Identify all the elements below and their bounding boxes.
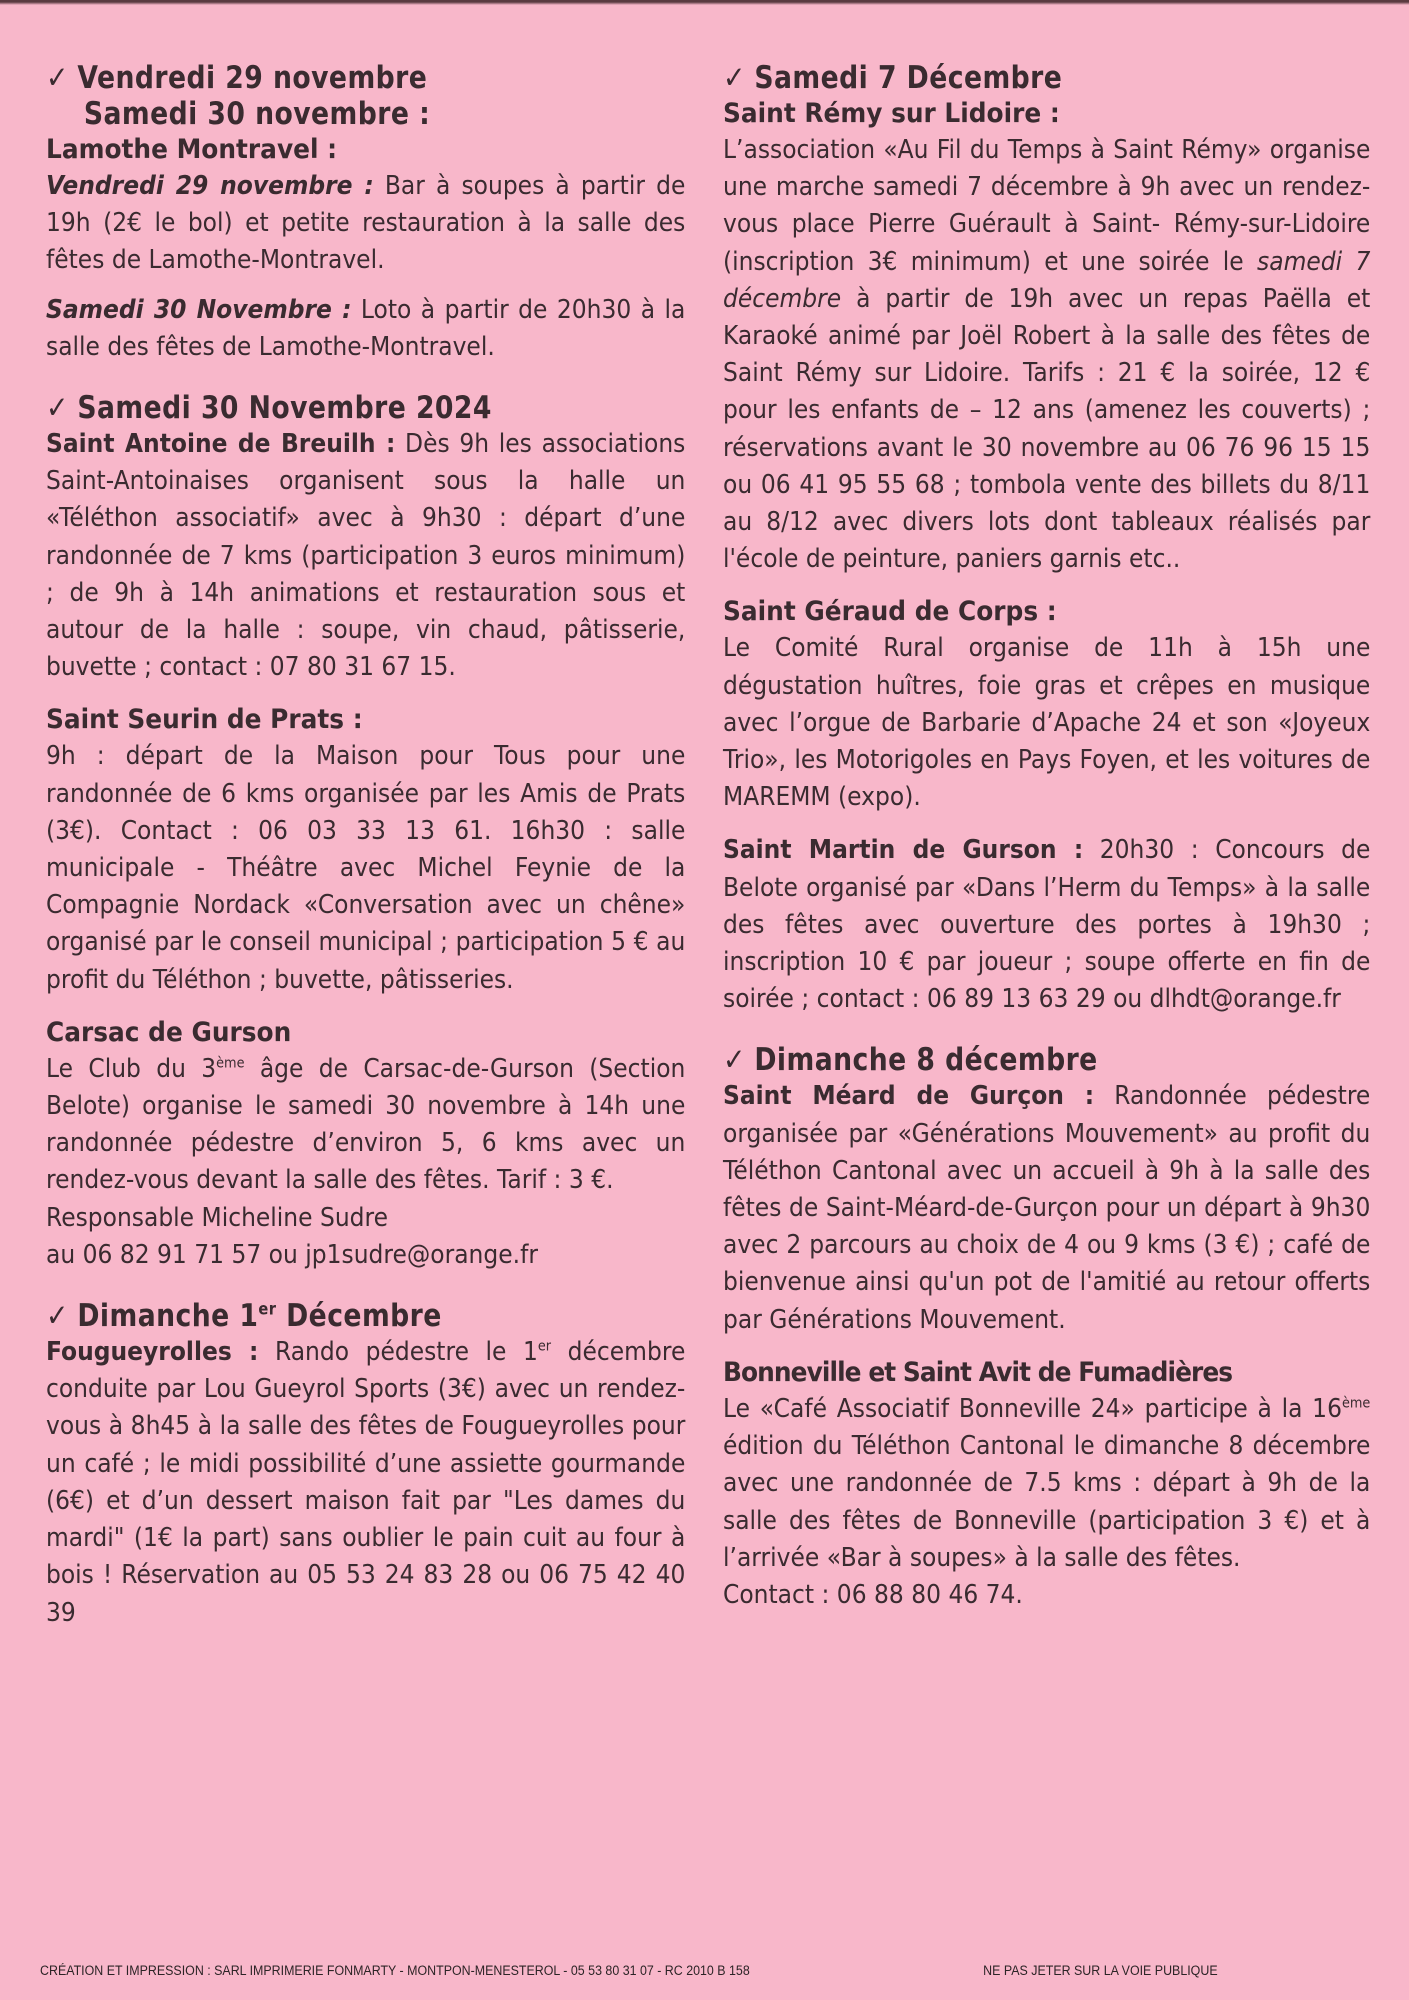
day-heading-line2: Samedi 30 novembre : (83, 96, 431, 132)
day-heading: ✓ Vendredi 29 novembre Samedi 30 novembre : (46, 60, 596, 132)
place-heading: Saint Rémy sur Lidoire : (723, 98, 1060, 129)
place-heading: Saint Méard de Gurçon : (723, 1081, 1095, 1112)
place-heading: Saint Géraud de Corps : (723, 596, 1057, 628)
right-column (723, 60, 1371, 1634)
event-saint-meard: Saint Méard de Gurçon : Randonnée pédestre organisée par «Générations Mouvement» au profit du Téléthon Cantonal avec un accueil à 9h à la salle des fêtes de Saint-Méard-de-Gurçon pour un départ à 9h30 avec 2 parcours au choix de 4 ou 9 kms (3 €) ; café de bienvenue ainsi qu'un pot de l'amitié au retour offerts par Générations Mouvement. (723, 1081, 1371, 1335)
scan-edge (0, 0, 1409, 5)
checkmark-icon: ✓ (46, 60, 69, 96)
checkmark-icon: ✓ (46, 1298, 69, 1335)
event-saint-antoine: Saint Antoine de Breuilh : Dès 9h les associations Saint-Antoinaises organisent sous la halle un «Téléthon associatif» avec à 9h30 : départ d’une randonnée de 7 kms (participation 3 euros minimum) ; de 9h à 14h animations et restauration sous et autour de la halle : soupe, vin chaud, pâtisserie, buvette ; contact : 07 80 31 67 15. (46, 429, 686, 683)
event-saint-martin: Saint Martin de Gurson : 20h30 : Concours de Belote organisé par «Dans l’Herm du Temps» à la salle des fêtes avec ouverture des portes à 19h30 ; inscription 10 € par joueur ; soupe offerte en fin de soirée ; contact : 06 89 13 63 29 ou dlhdt@orange.fr (723, 835, 1371, 1015)
event-carsac: Le Club du 3ème âge de Carsac-de-Gurson (Section Belote) organise le samedi 30 novembre à 14h une randonnée pédestre d’environ 5, 6 kms avec un rendez-vous devant la salle des fêtes. Tarif : 3 €. (46, 1053, 686, 1196)
event-fougueyrolles: Fougueyrolles : Rando pédestre le 1er décembre conduite par Lou Gueyrol Sports (3€) avec un rendez- vous à 8h45 à la salle des fêtes de Fougueyrolles pour un café ; le midi possibilité d’une assiette gourmande (6€) et d’un dessert maison fait par "Les dames du mardi" (1€ la part) sans oublier le pain cuit au four à bois ! Réservation au 05 53 24 83 28 ou 06 75 42 40 39 (46, 1337, 686, 1628)
day-heading: ✓ Samedi 30 Novembre 2024 (46, 390, 492, 427)
event-bonneville: Le «Café Associatif Bonneville 24» participe à la 16ème édition du Téléthon Cantonal le dimanche 8 décembre avec une randonnée de 7.5 kms : départ à 9h de la salle des fêtes de Bonneville (participation 3 €) et à l’arrivée «Bar à soupes» à la salle des fêtes. (723, 1393, 1371, 1573)
place-heading: Saint Antoine de Breuilh : (46, 429, 396, 460)
place-heading: Carsac de Gurson (46, 1016, 292, 1048)
event-text: Samedi 30 Novembre : Loto à partir de 20h30 à la salle des fêtes de Lamothe-Montravel. (46, 294, 686, 362)
section-30-novembre-2024 (46, 390, 686, 1274)
place-heading: Lamothe Montravel : (46, 134, 338, 165)
section-29-30-novembre (46, 60, 686, 366)
event-saint-geraud: Le Comité Rural organise de 11h à 15h une dégustation huîtres, foie gras et crêpes en musique avec l’orgue de Barbarie d’Apache 24 et son «Joyeux Trio», les Motorigoles en Pays Foyen, et les voitures de MAREMM (expo). (723, 633, 1371, 813)
place-heading: Saint Martin de Gurson : (723, 835, 1084, 866)
event-bonneville-contact: Contact : 06 88 80 46 74. (723, 1579, 1023, 1610)
event-saint-remy: L’association «Au Fil du Temps à Saint Rémy» organise une marche samedi 7 décembre à 9h avec un rendez-vous place Pierre Guérault à Saint- Rémy-sur-Lidoire (inscription 3€ minimum) et une soirée le samedi 7 décembre à partir de 19h avec un repas Paëlla et Karaoké animé par Joël Robert à la salle des fêtes de Saint Rémy sur Lidoire. Tarifs : 21 € la soirée, 12 € pour les enfants de – 12 ans (amenez les couverts) ; réservations avant le 30 novembre au 06 76 96 15 15 ou 06 41 95 55 68 ; tombola vente des billets du 8/11 au 8/12 avec divers lots dont tableaux réalisés par l'école de peinture, paniers garnis etc.. (723, 135, 1371, 575)
place-heading: Saint Seurin de Prats : (46, 704, 363, 736)
section-7-decembre (723, 60, 1371, 1018)
event-carsac-responsable: Responsable Micheline Sudre (46, 1202, 389, 1233)
section-8-decembre (723, 1042, 1371, 1614)
event-carsac-contact: au 06 82 91 71 57 ou jp1sudre@orange.fr (46, 1239, 538, 1270)
place-heading: Fougueyrolles : (46, 1337, 259, 1368)
checkmark-icon: ✓ (723, 60, 746, 96)
event-text: Vendredi 29 novembre : Bar à soupes à partir de 19h (2€ le bol) et petite restauration à la salle des fêtes de Lamothe-Montravel. (46, 171, 686, 276)
event-saint-seurin: 9h : départ de la Maison pour Tous pour une randonnée de 6 kms organisée par les Amis de Prats (3€). Contact : 06 03 33 13 61. 16h30 : salle municipale - Théâtre avec Michel Feynie de la Compagnie Nordack «Conversation avec un chêne» organisé par le conseil municipal ; participation 5 € au profit du Téléthon ; buvette, pâtisseries. (46, 741, 686, 995)
place-heading: Bonneville et Saint Avit de Fumadières (723, 1356, 1233, 1388)
checkmark-icon: ✓ (46, 390, 69, 427)
left-column (46, 60, 686, 1652)
printer-credit: CRÉATION ET IMPRESSION : SARL IMPRIMERIE FONMARTY - MONTPON-MENESTEROL - 05 53 80 31 07 - RC 2010 B 158 (40, 1963, 750, 1978)
litter-notice: NE PAS JETER SUR LA VOIE PUBLIQUE (983, 1963, 1218, 1978)
footer (40, 1963, 1273, 1978)
day-heading: ✓ Dimanche 8 décembre (723, 1042, 1098, 1079)
day-heading: ✓ Dimanche 1er Décembre (46, 1298, 442, 1335)
day-heading: ✓ Samedi 7 Décembre (723, 60, 1063, 96)
checkmark-icon: ✓ (723, 1042, 746, 1079)
section-1er-decembre (46, 1298, 686, 1632)
